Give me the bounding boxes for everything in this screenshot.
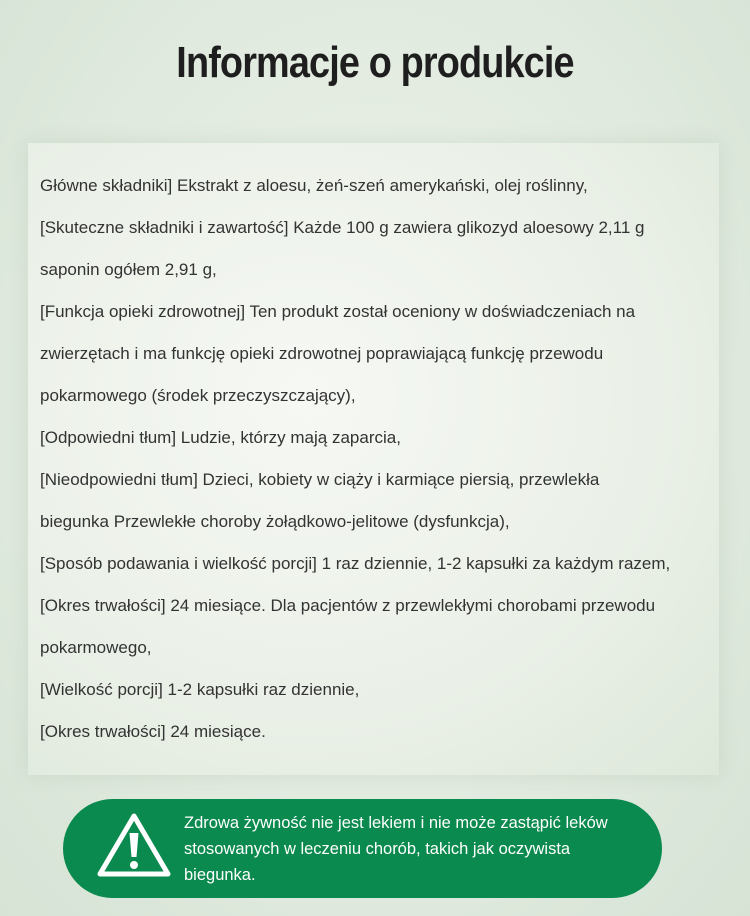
info-line-unsuitable-group: [Nieodpowiedni tłum] Dzieci, kobiety w ciąży i karmiące piersią, przewlekła [40, 470, 600, 489]
warning-banner [63, 799, 662, 898]
info-line-portion-size: [Wielkość porcji] 1-2 kapsułki raz dziennie, [40, 680, 360, 699]
warning-line: Zdrowa żywność nie jest lekiem i nie może zastąpić leków [184, 814, 608, 832]
info-line-shelf-life-cont: pokarmowego, [40, 638, 152, 657]
warning-text [184, 810, 654, 888]
info-line-unsuitable-group-cont: biegunka Przewlekłe choroby żołądkowo-jelitowe (dysfunkcja), [40, 512, 510, 531]
warning-line: biegunka. [184, 866, 256, 884]
info-line-main-ingredients: Główne składniki] Ekstrakt z aloesu, żeń-szeń amerykański, olej roślinny, [40, 176, 588, 195]
info-line-health-function: [Funkcja opieki zdrowotnej] Ten produkt został oceniony w doświadczeniach na [40, 302, 636, 321]
info-line-effective-ingredients: [Skuteczne składniki i zawartość] Każde 100 g zawiera glikozyd aloesowy 2,11 g [40, 218, 645, 237]
page-title: Informacje o produkcie [176, 38, 574, 87]
warning-line: stosowanych w leczeniu chorób, takich jak oczywista [184, 840, 571, 858]
info-line-shelf-life-2: [Okres trwałości] 24 miesiące. [40, 722, 266, 741]
info-line-health-function-end: pokarmowego (środek przeczyszczający), [40, 386, 356, 405]
info-line-suitable-group: [Odpowiedni tłum] Ludzie, którzy mają zaparcia, [40, 428, 401, 447]
info-line-shelf-life: [Okres trwałości] 24 miesiące. Dla pacjentów z przewlekłymi chorobami przewodu [40, 596, 656, 615]
info-line-saponins: saponin ogółem 2,91 g, [40, 260, 217, 279]
info-line-health-function-cont: zwierzętach i ma funkcję opieki zdrowotnej poprawiającą funkcję przewodu [40, 344, 604, 363]
info-line-dosage: [Sposób podawania i wielkość porcji] 1 raz dziennie, 1-2 kapsułki za każdym razem, [40, 554, 671, 573]
product-info-panel [28, 143, 719, 775]
warning-triangle-icon [95, 811, 173, 879]
